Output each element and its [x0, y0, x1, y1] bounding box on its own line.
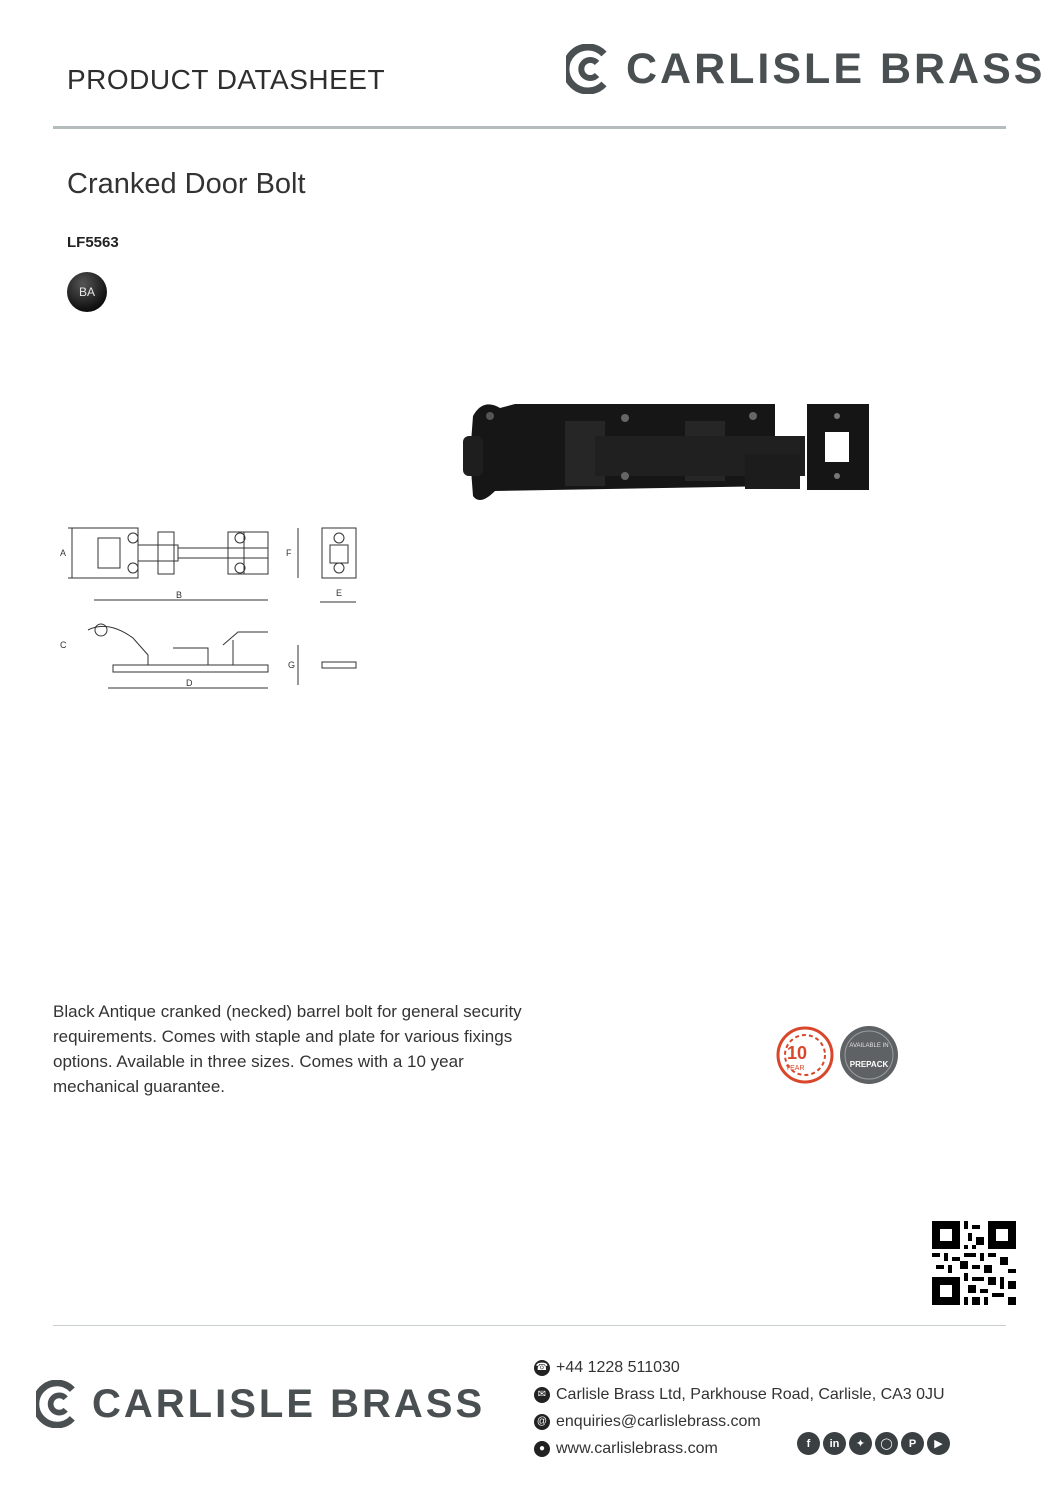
prepack-badge-icon: [839, 1025, 899, 1085]
dimension-label-a: A: [60, 548, 67, 558]
guarantee-unit: YEAR: [785, 1065, 805, 1072]
qr-code[interactable]: [932, 1221, 1016, 1305]
prepack-bottom-text: PREPACK: [849, 1060, 889, 1069]
email-link[interactable]: enquiries@carlislebrass.com: [556, 1412, 761, 1430]
contact-email[interactable]: [534, 1408, 945, 1435]
brand-name: CARLISLE BRASS: [626, 44, 1046, 93]
dimension-label-e: E: [336, 588, 343, 598]
globe-icon: ●: [534, 1441, 550, 1457]
footer-brand-logo: [36, 1380, 485, 1428]
pinterest-icon[interactable]: P: [901, 1432, 924, 1455]
dimension-label-c: C: [60, 640, 67, 650]
product-title: Cranked Door Bolt: [67, 168, 306, 200]
instagram-icon[interactable]: ◯: [875, 1432, 898, 1455]
footer-brand-name: CARLISLE BRASS: [92, 1381, 486, 1426]
finish-label: BA: [78, 285, 95, 299]
mail-icon: ✉: [534, 1387, 550, 1403]
feature-badges: [775, 1025, 899, 1085]
at-icon: @: [534, 1414, 550, 1430]
prepack-top-text: AVAILABLE IN: [849, 1043, 889, 1049]
dimension-label-b: B: [176, 590, 183, 600]
contact-phone[interactable]: [534, 1354, 945, 1381]
dimension-label-d: D: [186, 678, 193, 688]
finish-swatch: [67, 272, 107, 312]
linkedin-icon[interactable]: in: [823, 1432, 846, 1455]
guarantee-number: 10: [786, 1043, 808, 1063]
facebook-icon[interactable]: f: [797, 1432, 820, 1455]
brand-logo: [566, 44, 1045, 94]
doc-type-heading: PRODUCT DATASHEET: [67, 64, 386, 95]
contact-address: [534, 1381, 945, 1408]
youtube-icon[interactable]: ▶: [927, 1432, 950, 1455]
guarantee-badge-icon: [775, 1025, 835, 1085]
address-text: Carlisle Brass Ltd, Parkhouse Road, Carlisle, CA3 0JU: [556, 1385, 945, 1403]
footer-divider: [53, 1325, 1006, 1326]
website-link[interactable]: www.carlislebrass.com: [556, 1439, 718, 1457]
brand-mark-icon: [566, 44, 612, 94]
product-code: LF5563: [67, 234, 119, 251]
brand-mark-icon: [36, 1380, 80, 1428]
technical-drawing: [58, 520, 368, 700]
product-description: Black Antique cranked (necked) barrel bolt for general security requirements. Comes with staple and plate for various fixings options. Available in three sizes. Comes with a 10 year mechanical guarantee.: [53, 1002, 522, 1096]
phone-text: +44 1228 511030: [556, 1358, 680, 1376]
product-photo: [455, 396, 875, 511]
dimension-label-f: F: [286, 548, 292, 558]
dimension-label-g: G: [288, 660, 296, 670]
social-links: [797, 1432, 950, 1455]
phone-icon: ☎: [534, 1360, 550, 1376]
twitter-icon[interactable]: ✦: [849, 1432, 872, 1455]
header-divider: [53, 126, 1006, 129]
